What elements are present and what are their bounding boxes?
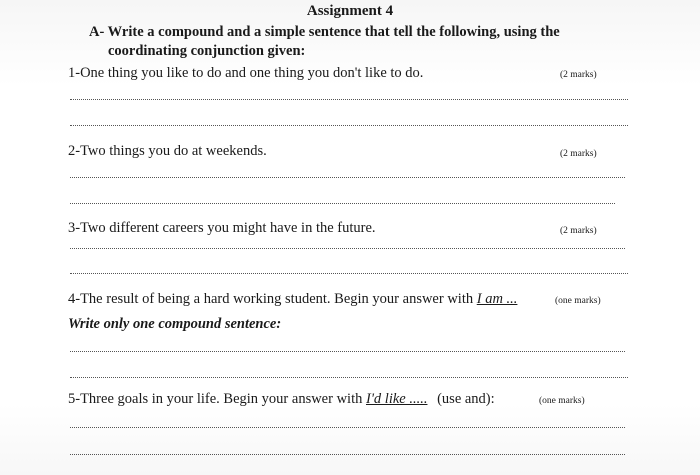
question-2-text: 2-Two things you do at weekends. xyxy=(68,143,267,159)
answer-line[interactable] xyxy=(70,123,628,126)
answer-line[interactable] xyxy=(70,425,625,428)
question-1-text: 1-One thing you like to do and one thing you don't like to do. xyxy=(68,65,424,81)
answer-line[interactable] xyxy=(70,271,628,274)
question-4-text xyxy=(68,291,517,308)
answer-line[interactable] xyxy=(70,452,625,455)
section-instruction-line2: coordinating conjunction given: xyxy=(108,43,306,59)
question-4-note: Write only one compound sentence: xyxy=(68,316,282,332)
answer-line[interactable] xyxy=(70,97,628,100)
question-3-marks: (2 marks) xyxy=(560,226,597,236)
question-1-marks: (2 marks) xyxy=(560,70,597,80)
answer-line[interactable] xyxy=(70,246,625,249)
question-5-text xyxy=(68,391,495,408)
question-3-text: 3-Two different careers you might have in the future. xyxy=(68,220,376,236)
question-5-marks: (one marks) xyxy=(539,396,585,406)
question-4-prompt: 4-The result of being a hard working student. Begin your answer with xyxy=(68,291,477,307)
question-2-marks: (2 marks) xyxy=(560,149,597,159)
question-5-prompt: 5-Three goals in your life. Begin your answer with xyxy=(68,391,366,407)
question-4-starter: I am ... xyxy=(476,291,518,307)
question-4-marks: (one marks) xyxy=(555,296,601,306)
answer-line[interactable] xyxy=(70,201,615,204)
assignment-title: Assignment 4 xyxy=(306,3,394,19)
question-5-starter: I'd like ..... xyxy=(365,391,428,407)
question-5-extra: (use and): xyxy=(433,391,495,407)
answer-line[interactable] xyxy=(70,349,625,352)
answer-line[interactable] xyxy=(70,375,628,378)
answer-line[interactable] xyxy=(70,175,625,178)
section-instruction-line1: A- Write a compound and a simple sentence that tell the following, using the xyxy=(89,24,560,40)
